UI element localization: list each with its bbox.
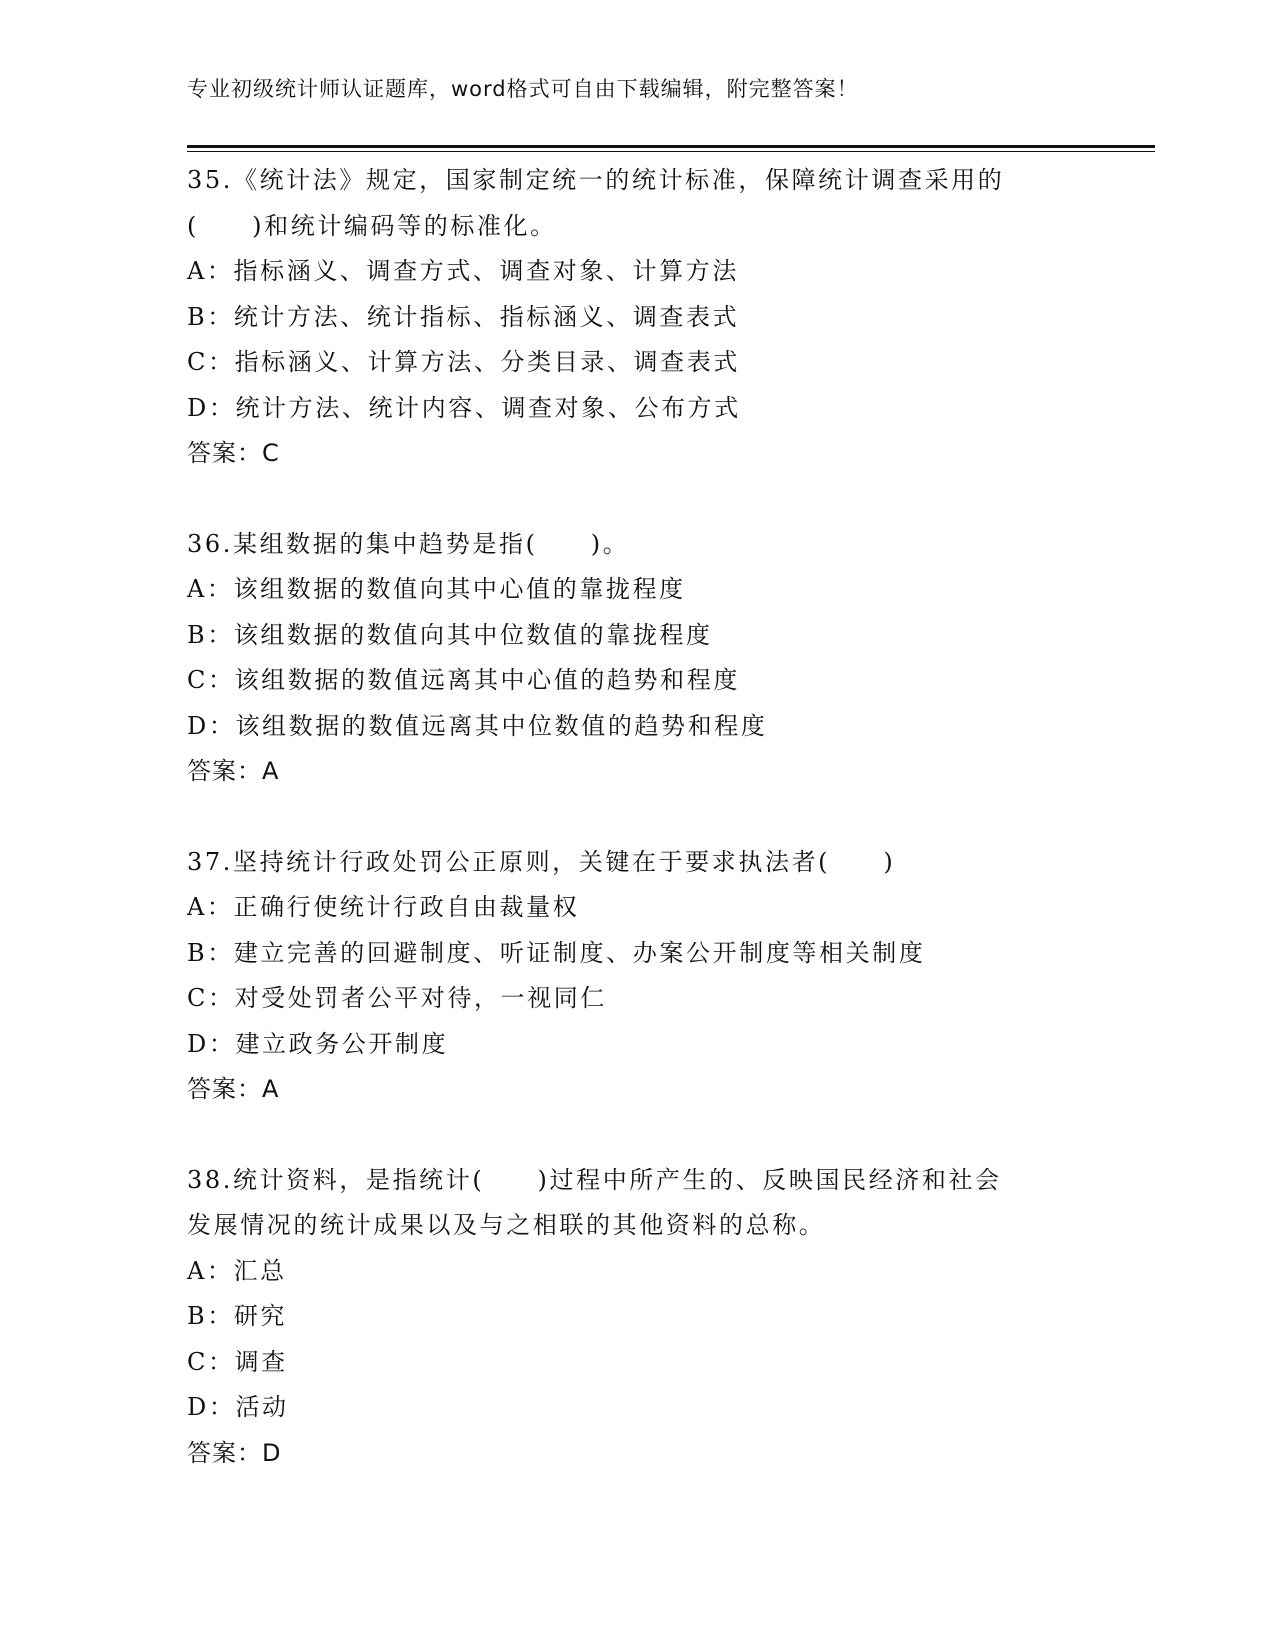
header-rule-thick xyxy=(187,145,1155,148)
option-c: C：指标涵义、计算方法、分类目录、调查表式 xyxy=(187,348,740,376)
option-a: A：正确行使统计行政自由裁量权 xyxy=(187,893,580,921)
question-stem: ( )和统计编码等的标准化。 xyxy=(187,211,557,240)
question-stem: 发展情况的统计成果以及与之相联的其他资料的总称。 xyxy=(187,1211,826,1239)
option-c: C：调查 xyxy=(187,1347,288,1376)
option-c: C：对受处罚者公平对待，一视同仁 xyxy=(187,984,607,1012)
option-d: D：该组数据的数值远离其中位数值的趋势和程度 xyxy=(187,711,768,740)
option-a: A：指标涵义、调查方式、调查对象、计算方法 xyxy=(187,257,739,285)
page-header: 专业初级统计师认证题库，word格式可自由下载编辑，附完整答案！ xyxy=(187,77,859,101)
question-37 xyxy=(187,840,1087,1113)
answer-label: 答案：C xyxy=(187,439,280,467)
option-b: B：建立完善的回避制度、听证制度、办案公开制度等相关制度 xyxy=(187,938,926,967)
answer-label: 答案：A xyxy=(187,1075,280,1103)
option-d: D：活动 xyxy=(187,1393,289,1421)
answer-label: 答案：D xyxy=(187,1438,282,1467)
option-b: B：该组数据的数值向其中位数值的靠拢程度 xyxy=(187,620,713,649)
option-d: D：建立政务公开制度 xyxy=(187,1029,449,1058)
question-stem: 36.某组数据的集中趋势是指( )。 xyxy=(187,529,630,558)
question-stem: 38.统计资料，是指统计( )过程中所产生的、反映国民经济和社会 xyxy=(187,1165,1002,1194)
option-d: D：统计方法、统计内容、调查对象、公布方式 xyxy=(187,393,741,422)
question-stem: 35.《统计法》规定，国家制定统一的统计标准，保障统计调查采用的 xyxy=(187,166,1005,194)
question-35 xyxy=(187,158,1087,477)
question-list xyxy=(187,158,1087,1521)
answer-label: 答案：A xyxy=(187,757,280,785)
option-b: B：研究 xyxy=(187,1302,288,1330)
question-stem: 37.坚持统计行政处罚公正原则，关键在于要求执法者( ) xyxy=(187,847,896,876)
question-36 xyxy=(187,522,1087,795)
option-b: B：统计方法、统计指标、指标涵义、调查表式 xyxy=(187,302,740,331)
header-rule-thin xyxy=(187,151,1155,152)
option-a: A：该组数据的数值向其中心值的靠拢程度 xyxy=(187,575,686,603)
option-c: C：该组数据的数值远离其中心值的趋势和程度 xyxy=(187,666,740,694)
question-38 xyxy=(187,1158,1087,1477)
option-a: A：汇总 xyxy=(187,1256,287,1285)
